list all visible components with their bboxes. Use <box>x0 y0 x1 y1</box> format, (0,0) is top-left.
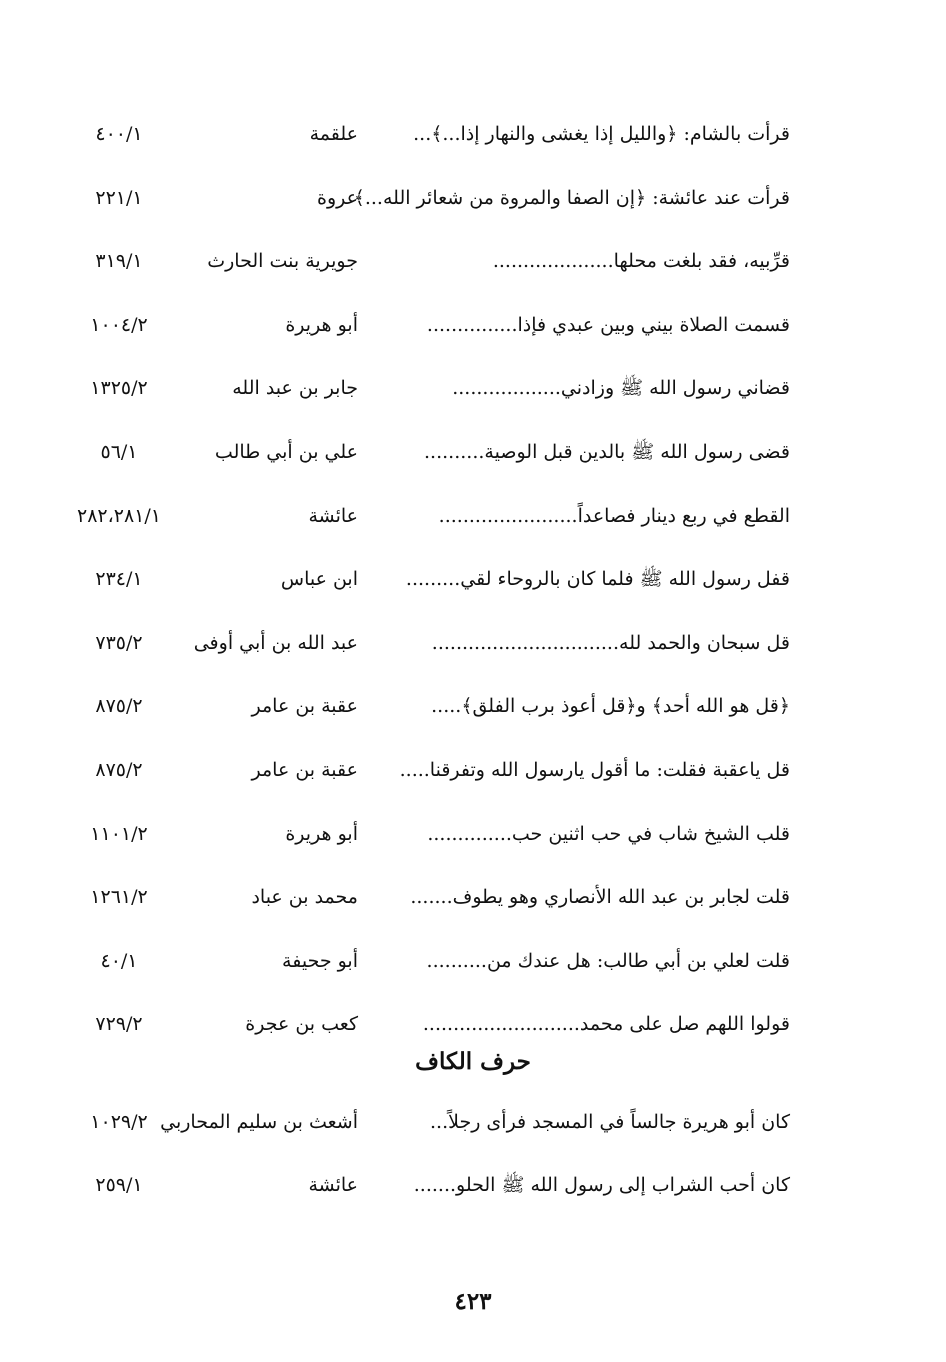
hadith-text: قرأت عند عائشة: ﴿إن الصفا والمروة من شعائر الله...﴾ <box>353 186 790 209</box>
list-item <box>60 108 790 172</box>
page-number: ٤٢٣ <box>454 1288 492 1315</box>
hadith-index-qaf <box>60 108 790 1062</box>
volume-page-ref: ٧٣٥/٢ <box>95 631 143 654</box>
list-item <box>60 808 790 872</box>
list-item <box>60 172 790 236</box>
volume-page-ref: ١٣٢٥/٢ <box>90 377 148 400</box>
hadith-text: قلت لجابر بن عبد الله الأنصاري وهو يطوف....... <box>410 886 790 909</box>
hadith-text: قلب الشيخ شاب في حب اثنين حب.............. <box>427 822 790 845</box>
hadith-text: قرأت بالشام: ﴿والليل إذا يغشى والنهار إذا...﴾... <box>413 123 790 145</box>
list-item <box>60 426 790 490</box>
volume-page-ref: ٢٥٩/١ <box>95 1174 143 1196</box>
narrator-name: كعب بن عجرة <box>245 1013 358 1036</box>
hadith-text: كان أحب الشراب إلى رسول الله ﷺ الحلو....... <box>413 1174 790 1196</box>
narrator-name: أبو جحيفة <box>282 949 358 972</box>
volume-page-ref: ٢٢١/١ <box>95 186 143 209</box>
narrator-name: علي بن أبي طالب <box>214 440 358 463</box>
hadith-text: قفل رسول الله ﷺ فلما كان بالروحاء لقي......... <box>405 568 790 591</box>
volume-page-ref: ٥٦/١ <box>100 440 138 463</box>
list-item <box>60 935 790 999</box>
hadith-text: قسمت الصلاة بيني وبين عبدي فإذا............... <box>426 313 790 336</box>
volume-page-ref: ٣١٩/١ <box>95 250 143 273</box>
list-item <box>60 871 790 935</box>
hadith-text: قضاني رسول الله ﷺ وزادني.................. <box>452 377 790 400</box>
volume-page-ref: ٢٣٤/١ <box>95 568 143 591</box>
hadith-text: قلت لعلي بن أبي طالب: هل عندك من.......... <box>426 949 790 972</box>
narrator-name: عقبة بن عامر <box>251 758 358 781</box>
section-heading: حرف الكاف <box>415 1048 531 1075</box>
list-item <box>60 744 790 808</box>
volume-page-ref: ٧٢٩/٢ <box>95 1013 143 1036</box>
list-item <box>60 235 790 299</box>
volume-page-ref: ١٠٠٤/٢ <box>90 313 148 336</box>
hadith-text: ﴿قل هو الله أحد﴾ و﴿قل أعوذ برب الفلق﴾..... <box>431 695 790 718</box>
list-item <box>60 680 790 744</box>
list-item <box>60 1096 790 1159</box>
volume-page-ref: ٨٧٥/٢ <box>95 695 143 718</box>
hadith-text: القطع في ربع دينار فصاعداً....................... <box>438 504 790 527</box>
volume-page-ref: ١٢٦١/٢ <box>90 886 148 909</box>
list-item <box>60 553 790 617</box>
narrator-name: جابر بن عبد الله <box>232 377 358 400</box>
narrator-name: عبد الله بن أبي أوفى <box>193 631 358 654</box>
narrator-name: عائشة <box>308 1174 358 1196</box>
volume-page-ref: ٢٨٢،٢٨١/١ <box>77 504 161 527</box>
list-item <box>60 299 790 363</box>
list-item <box>60 1159 790 1222</box>
hadith-text: قل ياعقبة فقلت: ما أقول يارسول الله وتفرقنا..... <box>399 758 790 781</box>
volume-page-ref: ١١٠١/٢ <box>90 822 148 845</box>
hadith-text: قولوا اللهم صل على محمد.......................... <box>422 1013 790 1036</box>
narrator-name: علقمة <box>309 123 358 145</box>
list-item <box>60 362 790 426</box>
narrator-name: أبو هريرة <box>285 313 358 336</box>
narrator-name: جويرية بنت الحارث <box>207 250 358 273</box>
list-item <box>60 617 790 681</box>
list-item <box>60 490 790 554</box>
hadith-text: كان أبو هريرة جالساً في المسجد فرأى رجلاً... <box>430 1111 790 1133</box>
volume-page-ref: ٤٠/١ <box>100 949 138 972</box>
volume-page-ref: ٤٠٠/١ <box>95 123 143 145</box>
narrator-name: أبو هريرة <box>285 822 358 845</box>
hadith-index-kaf <box>60 1096 790 1222</box>
hadith-text: قل سبحان والحمد لله............................... <box>431 631 790 654</box>
volume-page-ref: ١٠٢٩/٢ <box>90 1111 148 1133</box>
narrator-name: محمد بن عباد <box>251 886 358 909</box>
volume-page-ref: ٨٧٥/٢ <box>95 758 143 781</box>
narrator-name: عائشة <box>308 504 358 527</box>
narrator-name: ابن عباس <box>280 568 358 591</box>
hadith-text: قضى رسول الله ﷺ بالدين قبل الوصية.......... <box>424 440 790 463</box>
narrator-name: أشعث بن سليم المحاربي <box>160 1111 358 1133</box>
hadith-text: قرِّبيه، فقد بلغت محلها.................... <box>492 250 790 273</box>
narrator-name: عقبة بن عامر <box>251 695 358 718</box>
narrator-name: عروة <box>317 186 358 209</box>
